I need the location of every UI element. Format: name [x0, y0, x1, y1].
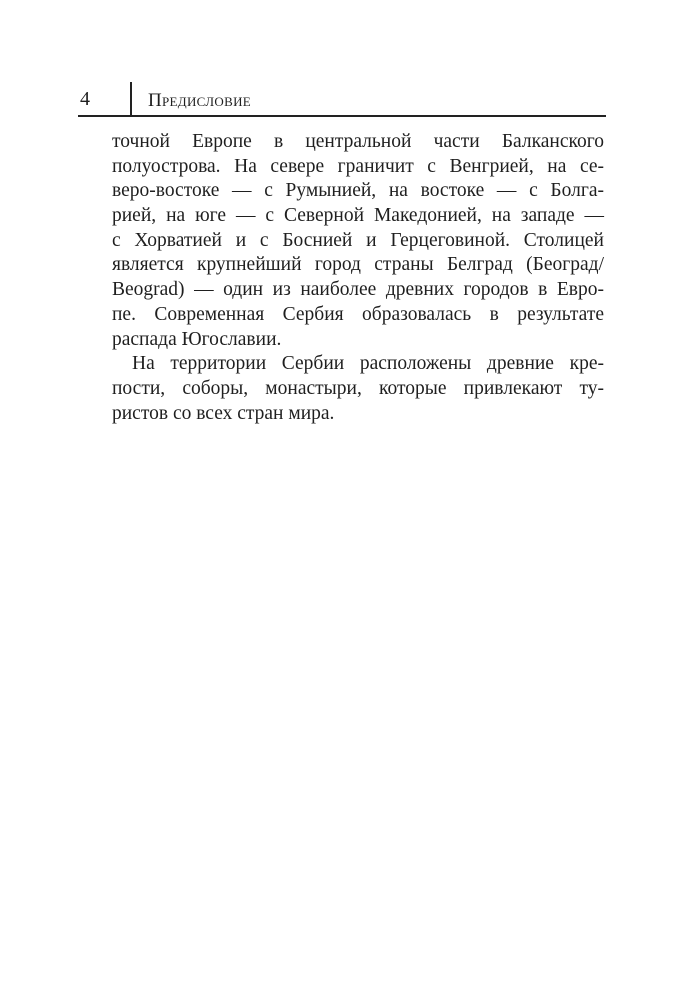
- text-line: веро-востоке — с Румынией, на востоке — с Болга-: [112, 180, 604, 202]
- text-line: распада Югославии.: [112, 328, 282, 350]
- text-line: ристов со всех стран мира.: [112, 402, 335, 424]
- text-line: На территории Сербии расположены древние кре-: [132, 353, 604, 375]
- text-line: пости, соборы, монастыри, которые привлекают ту-: [112, 377, 604, 399]
- text-line: Beograd) — один из наиболее древних городов в Евро-: [112, 279, 604, 301]
- text-line: является крупнейший город страны Белград (Београд/: [112, 254, 604, 276]
- text-line: точной Европе в центральной части Балканского: [112, 131, 604, 152]
- text-line: пе. Современная Сербия образовалась в результате: [112, 303, 604, 325]
- running-header-title: Предисловие: [148, 90, 252, 111]
- text-line: полуострова. На севере граничит с Венгрией, на се-: [112, 155, 604, 177]
- body-text: [112, 130, 604, 426]
- header-rule: [78, 115, 606, 117]
- page-number: 4: [80, 88, 90, 110]
- text-line: рией, на юге — с Северной Македонией, на западе —: [112, 205, 604, 227]
- header-divider: [130, 82, 132, 116]
- text-line: с Хорватией и с Боснией и Герцеговиной. Столицей: [112, 229, 604, 251]
